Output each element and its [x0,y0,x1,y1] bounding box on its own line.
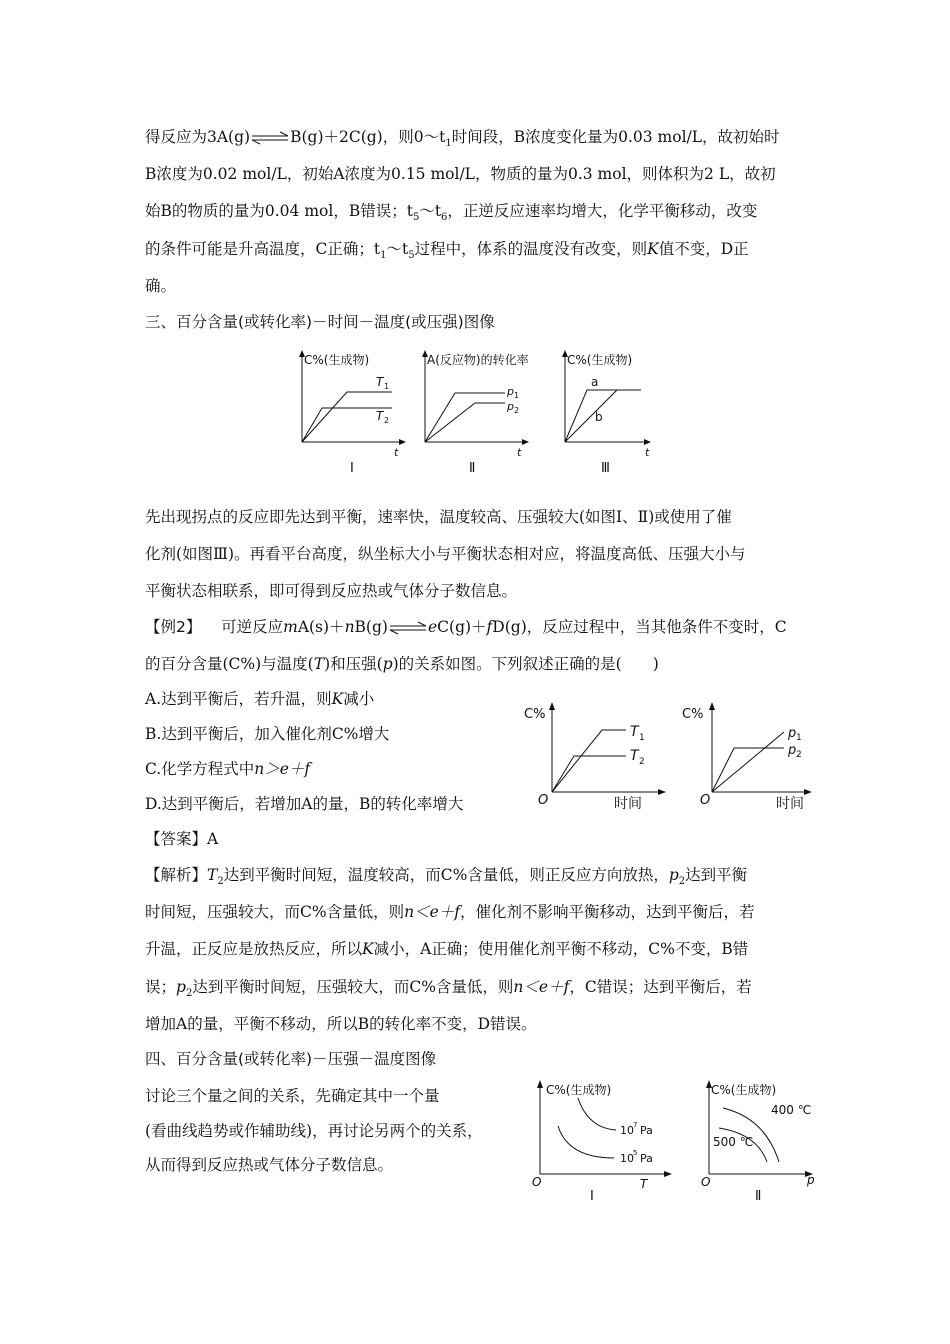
text: ～t [419,202,442,220]
text: C.化学方程式中 [145,760,255,778]
subscript: 2 [217,876,224,888]
section3-p1 [145,507,732,527]
s4f1-ylabel: C%(生成物) [546,1083,612,1097]
subscript: 2 [678,876,686,888]
text: 确。 [145,277,177,295]
fig2-number: Ⅱ [469,461,476,476]
text: B浓度为0.02 mol/L，初始A浓度为0.15 mol/L，物质的量为0.3 mol，则体积为2 L，故初 [145,165,776,183]
s4f1-hi-unit: Pa [640,1124,653,1137]
s4f2-number: Ⅱ [755,1189,762,1204]
g2-origin: O [700,793,711,808]
option-c [145,759,310,779]
example2-q2 [145,654,659,674]
fig2-p2: p [507,400,514,413]
text: 值不变，D正 [658,240,749,258]
g1-T1-sub: 1 [639,733,645,743]
text: n [344,618,355,636]
text: D.达到平衡后，若增加A的量，B的转化率增大 [145,795,464,813]
answer-text: 【答案】A [145,830,219,848]
option-a [145,689,374,709]
fig1-T1: T [376,375,384,389]
text: m [283,618,298,636]
g2-ylabel: C% [682,707,704,722]
para1-line1 [145,127,780,154]
g2-p1: p [788,726,797,741]
subscript: 5 [408,250,415,262]
fig1-T2: T [376,409,384,423]
analysis-line5 [145,1014,537,1034]
text: n＞e＋f [254,760,311,778]
fig1-ylabel: C%(生成物) [304,353,370,367]
text: K [647,240,659,258]
g1-origin: O [538,793,549,808]
text: 增加A的量，平衡不移动，所以B的转化率不变，D错误。 [145,1015,537,1033]
text: A(s)＋ [297,618,345,636]
section4-heading [145,1049,436,1069]
text: D(g)，反应过程中，当其他条件不变时，C [492,618,787,636]
text: B(g)＋2C(g)，则0～t [290,128,446,146]
fig3-ylabel: C%(生成物) [567,353,633,367]
analysis-line1 [145,865,747,892]
s4f2-xlabel: p [807,1173,815,1187]
text: 得反应为3A(g) [145,128,251,146]
g2-p2-sub: 2 [796,750,802,760]
fig3-number: Ⅲ [601,461,610,476]
analysis-tag: 【解析】 [145,866,208,884]
text: 从而得到反应热或气体分子数信息。 [145,1156,394,1174]
figure-II [415,348,555,478]
fig1-xlabel: t [394,446,399,459]
text: n＜e＋f [404,903,460,921]
text: n＜e＋f [513,978,570,996]
s4f2-t2: 500 ℃ [713,1135,754,1149]
text: 化剂(如图Ⅲ)。再看平台高度，纵坐标大小与平衡状态相对应，将温度高低、压强大小与 [145,545,746,563]
text: (看曲线趋势或作辅助线)，再讨论另两个的关系， [145,1122,483,1140]
fig1-T1-sub: 1 [384,382,390,391]
text: 达到平衡 [685,866,748,884]
text: p [668,866,679,884]
text: 始B的物质的量为0.04 mol，B错误；t [145,202,413,220]
text: C(g)＋ [437,618,487,636]
para1-line4 [145,239,749,266]
text: e [427,618,438,636]
heading-text: 四、百分含量(或转化率)－压强－温度图像 [145,1050,437,1068]
fig2-ylabel: A(反应物)的转化率 [427,353,529,367]
fig2-p1-sub: 1 [514,391,520,400]
figure-III [555,348,675,478]
heading-text: 三、百分含量(或转化率)－时间－温度(或压强)图像 [145,313,495,331]
g2-xlabel: 时间 [776,796,804,812]
text: T [313,655,325,673]
subscript: 6 [441,212,448,224]
s4f1-lo: 10 [620,1152,634,1165]
text: K [362,940,374,958]
s4f1-origin: O [532,1175,542,1189]
text: 减小 [343,690,375,708]
s4f1-xlabel: T [640,1177,648,1191]
text: 的条件可能是升高温度，C正确；t [145,240,381,258]
g1-T1: T [630,724,639,740]
s4f1-lo-unit: Pa [640,1152,653,1165]
text: 平衡状态相联系，即可得到反应热或气体分子数信息。 [145,582,518,600]
text: 先出现拐点的反应即先达到平衡，速率快，温度较高、压强较大(如图Ⅰ、Ⅱ)或使用了催 [145,508,732,526]
g2-p1-sub: 1 [796,733,802,743]
text: p [176,978,186,996]
s4f1-lo-exp: 5 [633,1149,638,1157]
g2-p2: p [788,743,797,758]
subscript: 1 [380,250,387,262]
text: T [207,866,218,884]
section3-heading [145,312,495,332]
s4f2-ylabel: C%(生成物) [711,1083,777,1097]
text: 时间短，压强较大，而C%含量低，则 [145,903,405,921]
s4f1-hi-exp: 7 [633,1121,638,1129]
section4-p2 [145,1121,483,1141]
text: B.达到平衡后，加入催化剂C%增大 [145,725,390,743]
text: ，C错误；达到平衡后，若 [569,978,752,996]
subscript: 1 [445,138,452,150]
text: )和压强( [324,655,383,673]
example2-graph-p [680,700,840,815]
text: 讨论三个量之间的关系，先确定其中一个量 [145,1087,440,1105]
analysis-line3 [145,939,748,959]
section4-p3 [145,1155,393,1175]
section3-p2 [145,544,746,564]
text: 可逆反应 [221,618,284,636]
fig3-b: b [595,410,603,424]
subscript: 5 [412,212,420,224]
g1-T2-sub: 2 [639,757,645,767]
section4-figure-I [528,1078,678,1208]
example2-q1 [145,617,787,637]
fig2-p2-sub: 2 [514,406,520,415]
para1-line5 [145,276,176,296]
fig2-xlabel: t [517,446,522,459]
subscript: 2 [185,988,193,1000]
text: )的关系如图。下列叙述正确的是( ) [392,655,659,673]
example2-graph-T [522,700,682,815]
section3-p3 [145,581,517,601]
s4f2-t1: 400 ℃ [771,1103,812,1117]
text: 升温，正反应是放热反应，所以 [145,940,363,958]
text: p [382,655,393,673]
text: 达到平衡时间短，压强较大，而C%含量低，则 [192,978,514,996]
reversible-arrow-icon [388,622,428,634]
analysis-line4 [145,977,752,1004]
text: ，催化剂不影响平衡移动，达到平衡后，若 [460,903,755,921]
text: B(g) [354,618,388,636]
option-d [145,794,463,814]
fig1-T2-sub: 2 [384,416,390,425]
text: ～t [386,240,409,258]
text: 时间段，B浓度变化量为0.03 mol/L，故初始时 [451,128,780,146]
text: 的百分含量(C%)与温度( [145,655,314,673]
para1-line3 [145,201,757,228]
text: f [486,618,493,636]
example-tag: 【例2】 [145,618,202,636]
g1-ylabel: C% [524,707,546,722]
g1-T2: T [630,748,639,764]
para1-line2 [145,164,776,184]
fig3-a: a [591,375,599,389]
s4f1-number: Ⅰ [590,1189,594,1204]
fig2-p1: p [507,385,514,398]
text: 减小，A正确；使用催化剂平衡不移动，C%不变，B错 [373,940,749,958]
text: ，正逆反应速率均增大，化学平衡移动，改变 [447,202,758,220]
reversible-arrow-icon [250,132,290,144]
figure-I [292,348,412,478]
answer-line [145,829,218,849]
section4-p1 [145,1086,440,1106]
text: 达到平衡时间短，温度较高，而C%含量低，则正反应方向放热， [223,866,669,884]
text: K [331,690,344,708]
text: 过程中，体系的温度没有改变，则 [414,240,648,258]
text: 误； [145,978,177,996]
analysis-line2 [145,902,755,922]
text: A.达到平衡后，若升温，则 [145,690,332,708]
s4f1-hi: 10 [620,1124,634,1137]
g1-xlabel: 时间 [614,796,642,812]
fig1-number: Ⅰ [350,461,354,476]
section4-figure-II [697,1078,827,1208]
s4f2-origin: O [701,1175,711,1189]
fig3-xlabel: t [645,446,650,459]
option-b [145,724,389,744]
